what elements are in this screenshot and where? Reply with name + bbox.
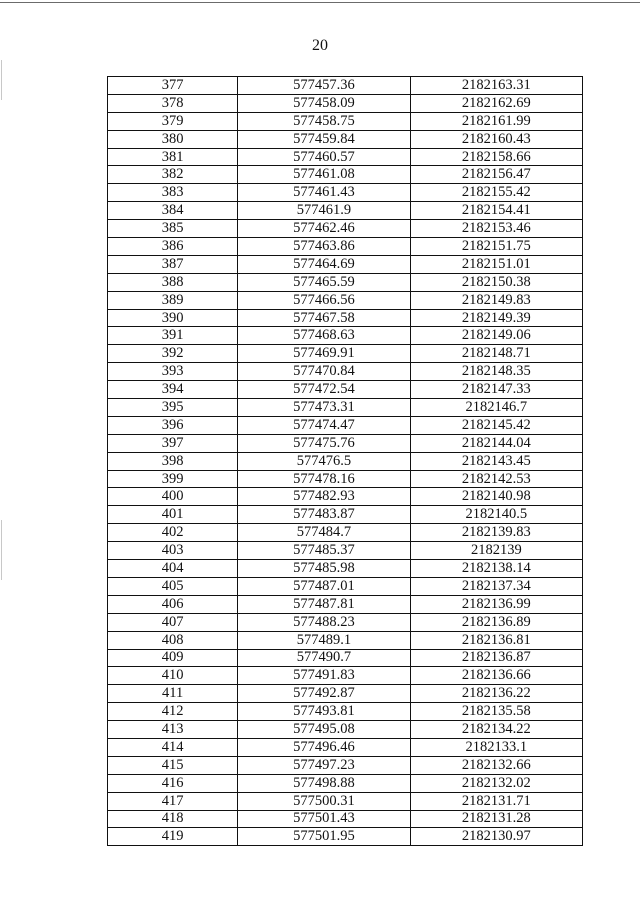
point-number-cell: 419: [108, 828, 238, 846]
point-number-cell: 389: [108, 291, 238, 309]
point-number-cell: 391: [108, 327, 238, 345]
point-number-cell: 400: [108, 488, 238, 506]
table-row: [108, 291, 583, 309]
table-row: [108, 130, 583, 148]
y-coordinate-cell: 2182136.99: [410, 595, 582, 613]
x-coordinate-cell: 577485.37: [238, 542, 410, 560]
point-number-cell: 380: [108, 130, 238, 148]
table-row: [108, 345, 583, 363]
y-coordinate-cell: 2182139.83: [410, 524, 582, 542]
x-coordinate-cell: 577461.9: [238, 202, 410, 220]
y-coordinate-cell: 2182138.14: [410, 560, 582, 578]
point-number-cell: 404: [108, 560, 238, 578]
point-number-cell: 392: [108, 345, 238, 363]
x-coordinate-cell: 577461.08: [238, 166, 410, 184]
table-row: [108, 828, 583, 846]
x-coordinate-cell: 577490.7: [238, 649, 410, 667]
y-coordinate-cell: 2182162.69: [410, 94, 582, 112]
point-number-cell: 401: [108, 506, 238, 524]
y-coordinate-cell: 2182139: [410, 542, 582, 560]
point-number-cell: 408: [108, 631, 238, 649]
point-number-cell: 379: [108, 112, 238, 130]
y-coordinate-cell: 2182132.02: [410, 774, 582, 792]
y-coordinate-cell: 2182131.28: [410, 810, 582, 828]
table-row: [108, 470, 583, 488]
page-number: 20: [312, 37, 328, 54]
y-coordinate-cell: 2182145.42: [410, 416, 582, 434]
x-coordinate-cell: 577470.84: [238, 363, 410, 381]
point-number-cell: 412: [108, 703, 238, 721]
x-coordinate-cell: 577473.31: [238, 399, 410, 417]
point-number-cell: 388: [108, 273, 238, 291]
table-row: [108, 613, 583, 631]
point-number-cell: 386: [108, 238, 238, 256]
x-coordinate-cell: 577460.57: [238, 148, 410, 166]
x-coordinate-cell: 577475.76: [238, 434, 410, 452]
y-coordinate-cell: 2182140.5: [410, 506, 582, 524]
x-coordinate-cell: 577462.46: [238, 220, 410, 238]
x-coordinate-cell: 577469.91: [238, 345, 410, 363]
point-number-cell: 410: [108, 667, 238, 685]
point-number-cell: 411: [108, 685, 238, 703]
point-number-cell: 399: [108, 470, 238, 488]
y-coordinate-cell: 2182148.71: [410, 345, 582, 363]
x-coordinate-cell: 577485.98: [238, 560, 410, 578]
x-coordinate-cell: 577492.87: [238, 685, 410, 703]
point-number-cell: 387: [108, 255, 238, 273]
point-number-cell: 409: [108, 649, 238, 667]
point-number-cell: 414: [108, 738, 238, 756]
y-coordinate-cell: 2182146.7: [410, 399, 582, 417]
x-coordinate-cell: 577482.93: [238, 488, 410, 506]
table-row: [108, 452, 583, 470]
x-coordinate-cell: 577474.47: [238, 416, 410, 434]
point-number-cell: 407: [108, 613, 238, 631]
y-coordinate-cell: 2182136.89: [410, 613, 582, 631]
table-row: [108, 255, 583, 273]
x-coordinate-cell: 577459.84: [238, 130, 410, 148]
y-coordinate-cell: 2182149.39: [410, 309, 582, 327]
point-number-cell: 415: [108, 756, 238, 774]
table-row: [108, 506, 583, 524]
table-row: [108, 238, 583, 256]
table-row: [108, 202, 583, 220]
table-row: [108, 77, 583, 95]
x-coordinate-cell: 577461.43: [238, 184, 410, 202]
table-row: [108, 184, 583, 202]
table-row: [108, 649, 583, 667]
point-number-cell: 381: [108, 148, 238, 166]
table-row: [108, 774, 583, 792]
table-row: [108, 434, 583, 452]
x-coordinate-cell: 577489.1: [238, 631, 410, 649]
table-row: [108, 810, 583, 828]
table-row: [108, 220, 583, 238]
point-number-cell: 382: [108, 166, 238, 184]
table-row: [108, 148, 583, 166]
x-coordinate-cell: 577497.23: [238, 756, 410, 774]
y-coordinate-cell: 2182144.04: [410, 434, 582, 452]
left-edge-mark: [1, 60, 2, 100]
x-coordinate-cell: 577478.16: [238, 470, 410, 488]
left-edge-mark: [1, 520, 2, 580]
point-number-cell: 383: [108, 184, 238, 202]
x-coordinate-cell: 577467.58: [238, 309, 410, 327]
point-number-cell: 406: [108, 595, 238, 613]
table-row: [108, 309, 583, 327]
x-coordinate-cell: 577472.54: [238, 381, 410, 399]
y-coordinate-cell: 2182147.33: [410, 381, 582, 399]
y-coordinate-cell: 2182137.34: [410, 577, 582, 595]
x-coordinate-cell: 577476.5: [238, 452, 410, 470]
table-row: [108, 416, 583, 434]
point-number-cell: 398: [108, 452, 238, 470]
y-coordinate-cell: 2182136.87: [410, 649, 582, 667]
x-coordinate-cell: 577496.46: [238, 738, 410, 756]
x-coordinate-cell: 577468.63: [238, 327, 410, 345]
point-number-cell: 395: [108, 399, 238, 417]
y-coordinate-cell: 2182136.22: [410, 685, 582, 703]
x-coordinate-cell: 577500.31: [238, 792, 410, 810]
table-row: [108, 577, 583, 595]
table-row: [108, 685, 583, 703]
table-row: [108, 524, 583, 542]
point-number-cell: 417: [108, 792, 238, 810]
y-coordinate-cell: 2182163.31: [410, 77, 582, 95]
point-number-cell: 416: [108, 774, 238, 792]
point-number-cell: 385: [108, 220, 238, 238]
y-coordinate-cell: 2182156.47: [410, 166, 582, 184]
x-coordinate-cell: 577495.08: [238, 721, 410, 739]
table-row: [108, 273, 583, 291]
point-number-cell: 403: [108, 542, 238, 560]
table-row: [108, 166, 583, 184]
x-coordinate-cell: 577491.83: [238, 667, 410, 685]
table-row: [108, 721, 583, 739]
table-row: [108, 94, 583, 112]
x-coordinate-cell: 577463.86: [238, 238, 410, 256]
point-number-cell: 402: [108, 524, 238, 542]
table-row: [108, 560, 583, 578]
y-coordinate-cell: 2182158.66: [410, 148, 582, 166]
top-edge-line: [0, 2, 640, 3]
y-coordinate-cell: 2182136.81: [410, 631, 582, 649]
table-row: [108, 631, 583, 649]
table-row: [108, 595, 583, 613]
point-number-cell: 413: [108, 721, 238, 739]
table-row: [108, 667, 583, 685]
y-coordinate-cell: 2182140.98: [410, 488, 582, 506]
y-coordinate-cell: 2182148.35: [410, 363, 582, 381]
x-coordinate-cell: 577493.81: [238, 703, 410, 721]
y-coordinate-cell: 2182151.01: [410, 255, 582, 273]
y-coordinate-cell: 2182149.83: [410, 291, 582, 309]
x-coordinate-cell: 577465.59: [238, 273, 410, 291]
point-number-cell: 418: [108, 810, 238, 828]
table-row: [108, 738, 583, 756]
x-coordinate-cell: 577488.23: [238, 613, 410, 631]
y-coordinate-cell: 2182149.06: [410, 327, 582, 345]
table-row: [108, 756, 583, 774]
x-coordinate-cell: 577466.56: [238, 291, 410, 309]
point-number-cell: 384: [108, 202, 238, 220]
x-coordinate-cell: 577458.75: [238, 112, 410, 130]
y-coordinate-cell: 2182161.99: [410, 112, 582, 130]
coordinates-table-body: [108, 77, 583, 846]
table-row: [108, 542, 583, 560]
y-coordinate-cell: 2182160.43: [410, 130, 582, 148]
point-number-cell: 405: [108, 577, 238, 595]
point-number-cell: 394: [108, 381, 238, 399]
x-coordinate-cell: 577458.09: [238, 94, 410, 112]
table-row: [108, 381, 583, 399]
table-row: [108, 488, 583, 506]
y-coordinate-cell: 2182135.58: [410, 703, 582, 721]
y-coordinate-cell: 2182133.1: [410, 738, 582, 756]
y-coordinate-cell: 2182131.71: [410, 792, 582, 810]
y-coordinate-cell: 2182154.41: [410, 202, 582, 220]
point-number-cell: 397: [108, 434, 238, 452]
table-row: [108, 792, 583, 810]
table-row: [108, 399, 583, 417]
table-row: [108, 363, 583, 381]
y-coordinate-cell: 2182142.53: [410, 470, 582, 488]
coordinates-table: [107, 76, 583, 846]
x-coordinate-cell: 577498.88: [238, 774, 410, 792]
table-row: [108, 703, 583, 721]
x-coordinate-cell: 577483.87: [238, 506, 410, 524]
x-coordinate-cell: 577487.01: [238, 577, 410, 595]
y-coordinate-cell: 2182134.22: [410, 721, 582, 739]
point-number-cell: 393: [108, 363, 238, 381]
point-number-cell: 378: [108, 94, 238, 112]
y-coordinate-cell: 2182151.75: [410, 238, 582, 256]
x-coordinate-cell: 577501.43: [238, 810, 410, 828]
x-coordinate-cell: 577464.69: [238, 255, 410, 273]
point-number-cell: 377: [108, 77, 238, 95]
x-coordinate-cell: 577484.7: [238, 524, 410, 542]
x-coordinate-cell: 577457.36: [238, 77, 410, 95]
table-row: [108, 327, 583, 345]
y-coordinate-cell: 2182155.42: [410, 184, 582, 202]
y-coordinate-cell: 2182136.66: [410, 667, 582, 685]
y-coordinate-cell: 2182132.66: [410, 756, 582, 774]
table-row: [108, 112, 583, 130]
y-coordinate-cell: 2182153.46: [410, 220, 582, 238]
point-number-cell: 390: [108, 309, 238, 327]
y-coordinate-cell: 2182150.38: [410, 273, 582, 291]
y-coordinate-cell: 2182143.45: [410, 452, 582, 470]
y-coordinate-cell: 2182130.97: [410, 828, 582, 846]
point-number-cell: 396: [108, 416, 238, 434]
x-coordinate-cell: 577501.95: [238, 828, 410, 846]
x-coordinate-cell: 577487.81: [238, 595, 410, 613]
